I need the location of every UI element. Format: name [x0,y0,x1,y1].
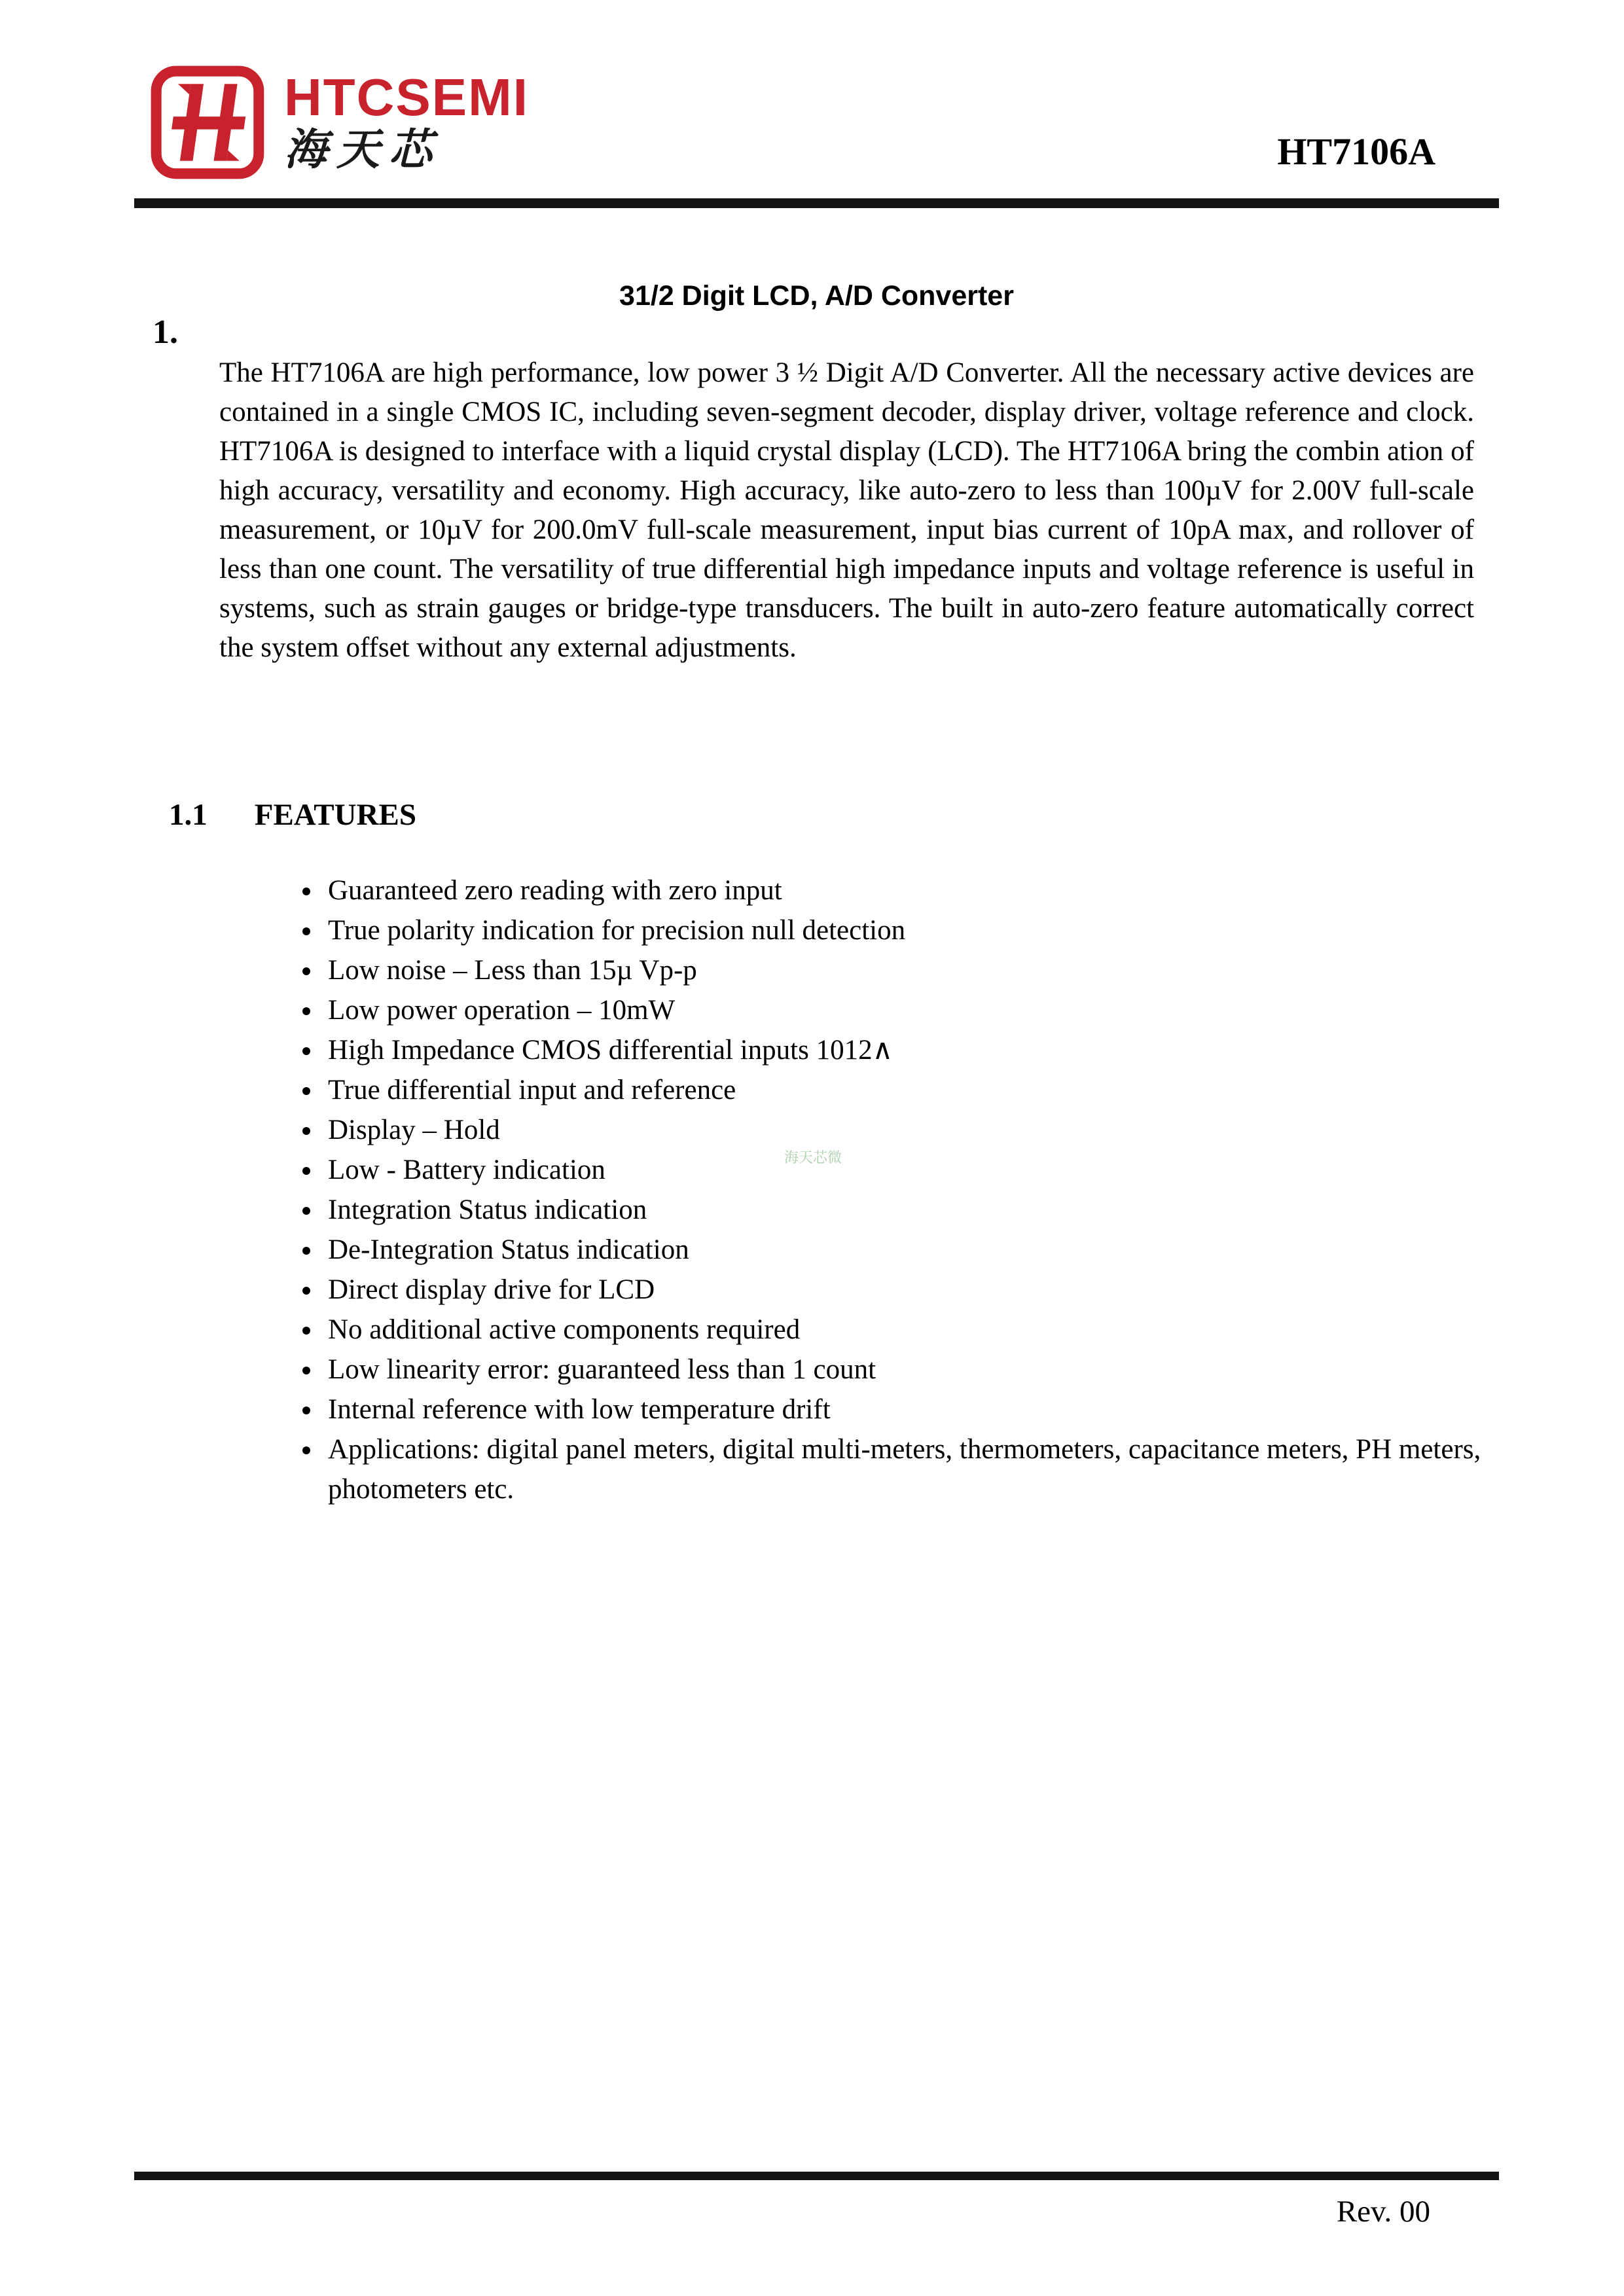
feature-item: • Applications: digital panel meters, digital multi-meters, thermometers, capacitance meters, PH meters, photometers etc. [323,1429,1527,1509]
feature-item: • True polarity indication for precision null detection [323,910,1527,950]
feature-item: • Guaranteed zero reading with zero input [323,870,1527,910]
logo [149,64,529,181]
brand-name-cn: 海天芯 [284,126,441,174]
footer-rule [134,2172,1499,2180]
feature-item: • No additional active components required [323,1310,1527,1350]
feature-item: • Low noise – Less than 15µ Vp-p [323,950,1527,990]
htcsemi-logo-icon [149,64,266,181]
header-rule [134,198,1499,208]
feature-item: • Low power operation – 10mW [323,990,1527,1030]
feature-item: • Low linearity error: guaranteed less than 1 count [323,1350,1527,1390]
feature-item: • High Impedance CMOS differential inputs 1012∧ [323,1030,1527,1070]
doc-title: 31/2 Digit LCD, A/D Converter [619,280,1014,312]
brand-name: HTCSEMI [284,68,529,126]
features-heading: FEATURES [254,798,416,832]
features-heading-row [169,797,416,833]
section-number: 1. [153,314,178,351]
feature-item: • De-Integration Status indication [323,1230,1527,1270]
logo-text [284,64,529,177]
part-number: HT7106A [1277,130,1435,173]
feature-item: • Display – Hold [323,1110,1527,1150]
intro-paragraph: The HT7106A are high performance, low power 3 ½ Digit A/D Converter. All the necessary active devices are contained in a single CMOS IC, including seven-segment decoder, display driver, voltage reference and clock. HT7106A is designed to interface with a liquid crystal display (LCD). The HT7106A bring the combin ation of high accuracy, versatility and economy. High accuracy, like auto-zero to less than 100µV for 2.00V full-scale measurement, or 10µV for 200.0mV full-scale measurement, input bias current of 10pA max, and rollover of less than one count. The versatility of true differential high impedance inputs and voltage reference is useful in systems, such as strain gauges or bridge-type transducers. The built in auto-zero feature automatically correct the system offset without any external adjustments. [219,357,1474,663]
revision: Rev. 00 [1336,2195,1430,2229]
feature-item: • Low - Battery indication [323,1150,1527,1190]
features-list [274,870,1527,1509]
features-section-number: 1.1 [169,798,208,832]
feature-item: • True differential input and reference [323,1070,1527,1110]
feature-item: • Internal reference with low temperature drift [323,1390,1527,1429]
feature-item: • Integration Status indication [323,1190,1527,1230]
feature-item: • Direct display drive for LCD [323,1270,1527,1310]
watermark: 海天芯微 [784,1149,842,1166]
